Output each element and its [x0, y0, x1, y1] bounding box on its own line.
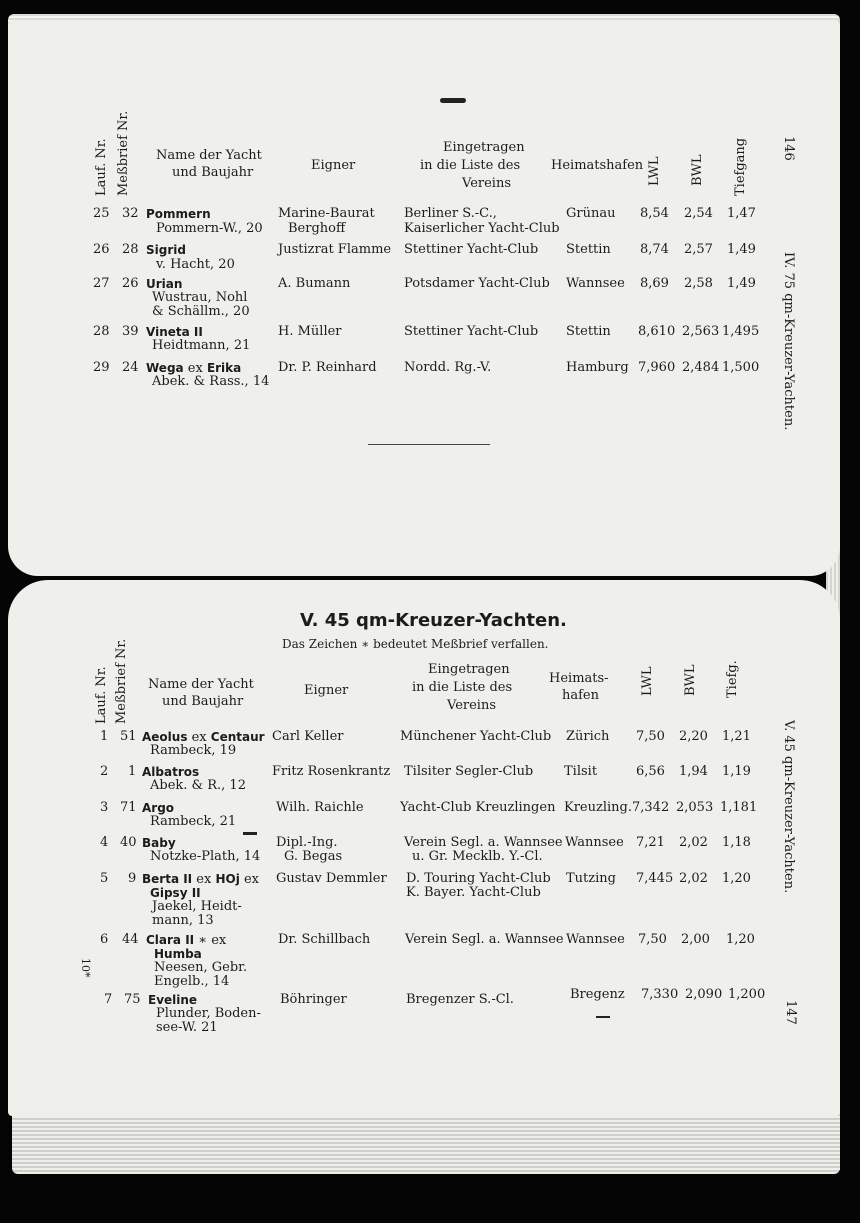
side-title: IV. 75 qm-Kreuzer-Yachten.: [781, 252, 796, 431]
draft: 1,181: [720, 800, 758, 815]
builder-year: Jaekel, Heidt-: [152, 899, 242, 914]
yacht-name: Vineta II: [146, 325, 203, 339]
home-port: Stettin: [566, 242, 611, 257]
home-port: Grünau: [566, 206, 616, 221]
draft: 1,47: [727, 206, 756, 221]
builder-year: Wustrau, Nohl: [152, 290, 248, 305]
draft: 1,20: [722, 871, 751, 886]
signature-mark: 10*: [79, 958, 92, 978]
draft: 1,200: [728, 987, 766, 1002]
messbrief-nr: 28: [122, 242, 139, 257]
club: Stettiner Yacht-Club: [404, 242, 539, 257]
club-line-2: u. Gr. Mecklb. Y.-Cl.: [412, 849, 543, 864]
yacht-name: Urian: [146, 277, 183, 291]
home-port: Wannsee: [565, 835, 624, 850]
bwl: 2,563: [682, 324, 720, 339]
name-ex: ex: [192, 872, 216, 887]
ink-mark: [596, 1016, 610, 1018]
club: Stettiner Yacht-Club: [404, 324, 539, 339]
messbrief-nr: 1: [128, 764, 137, 779]
bwl: 1,94: [679, 764, 708, 779]
lwl: 7,342: [632, 800, 670, 815]
messbrief-nr: 24: [122, 360, 139, 375]
messbrief-nr: 9: [128, 871, 137, 886]
header-name-2: und Baujahr: [162, 694, 244, 709]
yacht-name: Albatros: [142, 765, 200, 779]
former-name-2: Humba: [154, 947, 202, 961]
home-port: Tilsit: [564, 764, 598, 779]
club: Münchener Yacht-Club: [400, 729, 552, 744]
home-port: Hamburg: [566, 360, 629, 375]
header-lauf-nr: Lauf. Nr.: [94, 138, 109, 196]
owner: Dr. P. Reinhard: [278, 360, 377, 375]
page-number: 147: [783, 1000, 798, 1025]
club-line-2: Kaiserlicher Yacht-Club: [404, 221, 560, 236]
draft: 1,19: [722, 764, 751, 779]
messbrief-nr: 26: [122, 276, 139, 291]
lauf-nr: 6: [100, 932, 109, 947]
home-port: Zürich: [566, 729, 610, 744]
header-hafen: Heimatshafen: [551, 158, 644, 173]
header-hafen-1: Heimats-: [549, 671, 609, 686]
bwl: 2,053: [676, 800, 714, 815]
ink-mark: [440, 98, 466, 103]
draft: 1,500: [722, 360, 760, 375]
messbrief-nr: 40: [120, 835, 137, 850]
header-verein-1: Eingetragen: [428, 662, 510, 677]
draft: 1,49: [727, 242, 756, 257]
header-name-1: Name der Yacht: [156, 148, 262, 163]
builder-year: Abek. & R., 12: [150, 778, 246, 793]
yacht-name-full: [146, 933, 226, 948]
owner: H. Müller: [278, 324, 342, 339]
lwl: 7,50: [638, 932, 667, 947]
header-verein-2: in die Liste des: [420, 158, 521, 173]
yacht-name: Berta II: [142, 872, 193, 886]
header-verein-3: Vereins: [447, 698, 496, 713]
owner-line-2: Berghoff: [288, 221, 346, 236]
header-hafen-2: hafen: [562, 688, 600, 703]
yacht-name-full: [142, 872, 259, 887]
club: Verein Segl. a. Wannsee: [405, 932, 564, 947]
lwl: 7,960: [638, 360, 676, 375]
draft: 1,21: [722, 729, 751, 744]
yacht-name: Aeolus: [142, 730, 188, 744]
owner: Böhringer: [280, 992, 347, 1007]
lwl: 8,54: [640, 206, 669, 221]
messbrief-nr: 71: [120, 800, 137, 815]
owner-line-2: G. Begas: [284, 849, 343, 864]
lauf-nr: 2: [100, 764, 109, 779]
builder-year-2: mann, 13: [152, 913, 214, 928]
lwl: 8,74: [640, 242, 669, 257]
builder-year: Pommern-W., 20: [156, 221, 263, 236]
page-edges-bottom: [12, 1106, 840, 1174]
top-page: [8, 20, 840, 576]
yacht-name: Baby: [142, 836, 176, 850]
builder-year: Notzke-Plath, 14: [150, 849, 261, 864]
header-bwl: BWL: [690, 154, 705, 186]
club-line-2: K. Bayer. Yacht-Club: [406, 885, 541, 900]
header-name-1: Name der Yacht: [148, 677, 254, 692]
lauf-nr: 27: [93, 276, 110, 291]
yacht-name: Pommern: [146, 207, 211, 221]
lwl: 6,56: [636, 764, 665, 779]
lwl: 8,69: [640, 276, 669, 291]
header-lwl: LWL: [647, 156, 662, 186]
bwl: 2,20: [679, 729, 708, 744]
lauf-nr: 3: [100, 800, 109, 815]
lauf-nr: 7: [104, 992, 113, 1007]
section-subtitle: Das Zeichen ∗ bedeutet Meßbrief verfallen.: [282, 637, 549, 651]
draft: 1,18: [722, 835, 751, 850]
name-ex: ex: [187, 730, 211, 745]
messbrief-nr: 44: [122, 932, 139, 947]
builder-year: Rambeck, 19: [150, 743, 237, 758]
lwl: 7,330: [641, 987, 679, 1002]
bwl: 2,484: [682, 360, 720, 375]
former-name: Centaur: [210, 730, 265, 744]
yacht-name: Sigrid: [146, 243, 186, 257]
club: Potsdamer Yacht-Club: [404, 276, 550, 291]
header-tiefgang: Tiefgang: [733, 137, 748, 196]
bwl: 2,02: [679, 871, 708, 886]
header-verein-3: Vereins: [462, 176, 511, 191]
header-messbrief: Meßbrief Nr.: [114, 638, 129, 724]
messbrief-nr: 51: [120, 729, 137, 744]
header-bwl: BWL: [683, 664, 698, 696]
builder-year-2: see-W. 21: [156, 1020, 218, 1035]
section-title: V. 45 qm-Kreuzer-Yachten.: [300, 610, 567, 631]
club: Bregenzer S.-Cl.: [406, 992, 514, 1007]
lauf-nr: 1: [100, 729, 109, 744]
builder-year: Heidtmann, 21: [152, 338, 251, 353]
builder-year-2: & Schällm., 20: [152, 304, 250, 319]
builder-year: v. Hacht, 20: [156, 257, 235, 272]
lwl: 8,610: [638, 324, 676, 339]
header-lwl: LWL: [640, 666, 655, 696]
lwl: 7,21: [636, 835, 665, 850]
lauf-nr: 29: [93, 360, 110, 375]
club: Yacht-Club Kreuzlingen: [400, 800, 556, 815]
yacht-name: Wega: [146, 361, 184, 375]
ink-mark: [243, 832, 257, 835]
bwl: 2,58: [684, 276, 713, 291]
messbrief-nr: 32: [122, 206, 139, 221]
builder-year: Neesen, Gebr.: [154, 960, 248, 975]
header-tiefgang: Tiefg.: [725, 660, 740, 698]
lauf-nr: 5: [100, 871, 109, 886]
owner: Fritz Rosenkrantz: [272, 764, 391, 779]
name-ex: ex: [183, 361, 207, 376]
lauf-nr: 28: [93, 324, 110, 339]
club: Nordd. Rg.-V.: [404, 360, 492, 375]
yacht-name: Eveline: [148, 993, 198, 1007]
home-port: Stettin: [566, 324, 611, 339]
builder-year: Rambeck, 21: [150, 814, 237, 829]
former-name-2: Gipsy II: [150, 886, 201, 900]
home-port: Wannsee: [566, 932, 625, 947]
builder-year: Plunder, Boden-: [156, 1006, 261, 1021]
yacht-name: Clara II: [146, 933, 195, 947]
name-ex: ∗ ex: [194, 933, 227, 948]
messbrief-nr: 39: [122, 324, 139, 339]
home-port: Wannsee: [566, 276, 625, 291]
header-messbrief: Meßbrief Nr.: [116, 110, 131, 196]
club: Tilsiter Segler-Club: [404, 764, 534, 779]
former-name: Erika: [206, 361, 242, 375]
name-ex-2: ex: [239, 872, 259, 887]
header-verein-1: Eingetragen: [443, 140, 525, 155]
yacht-name: Argo: [142, 801, 175, 815]
home-port: Tutzing: [566, 871, 616, 886]
header-eigner: Eigner: [311, 158, 356, 173]
builder-year-2: Engelb., 14: [154, 974, 230, 989]
side-title: V. 45 qm-Kreuzer-Yachten.: [781, 720, 796, 894]
owner: A. Bumann: [278, 276, 351, 291]
owner: Carl Keller: [272, 729, 344, 744]
owner: Dipl.-Ing.: [276, 835, 338, 850]
header-eigner: Eigner: [304, 683, 349, 698]
page-number: 146: [781, 136, 796, 161]
messbrief-nr: 75: [124, 992, 141, 1007]
owner: Justizrat Flamme: [278, 242, 392, 257]
draft: 1,20: [726, 932, 755, 947]
former-name: HOj: [215, 872, 240, 886]
club: Berliner S.-C.,: [404, 206, 497, 221]
builder-year: Abek. & Rass., 14: [152, 374, 270, 389]
header-name-2: und Baujahr: [172, 165, 254, 180]
lauf-nr: 4: [100, 835, 109, 850]
lwl: 7,445: [636, 871, 674, 886]
bwl: 2,00: [681, 932, 710, 947]
draft: 1,49: [727, 276, 756, 291]
bwl: 2,090: [685, 987, 723, 1002]
header-lauf-nr: Lauf. Nr.: [94, 666, 109, 724]
lauf-nr: 25: [93, 206, 110, 221]
owner: Dr. Schillbach: [278, 932, 371, 947]
header-verein-2: in die Liste des: [412, 680, 513, 695]
club: D. Touring Yacht-Club: [406, 871, 551, 886]
club: Verein Segl. a. Wannsee: [404, 835, 563, 850]
lwl: 7,50: [636, 729, 665, 744]
home-port: Kreuzling.: [564, 800, 632, 815]
owner: Gustav Demmler: [276, 871, 387, 886]
owner: Marine-Baurat: [278, 206, 375, 221]
draft: 1,495: [722, 324, 760, 339]
bwl: 2,57: [684, 242, 713, 257]
end-rule: [368, 444, 490, 445]
owner: Wilh. Raichle: [276, 800, 364, 815]
bwl: 2,02: [679, 835, 708, 850]
bwl: 2,54: [684, 206, 713, 221]
home-port: Bregenz: [570, 987, 625, 1002]
lauf-nr: 26: [93, 242, 110, 257]
